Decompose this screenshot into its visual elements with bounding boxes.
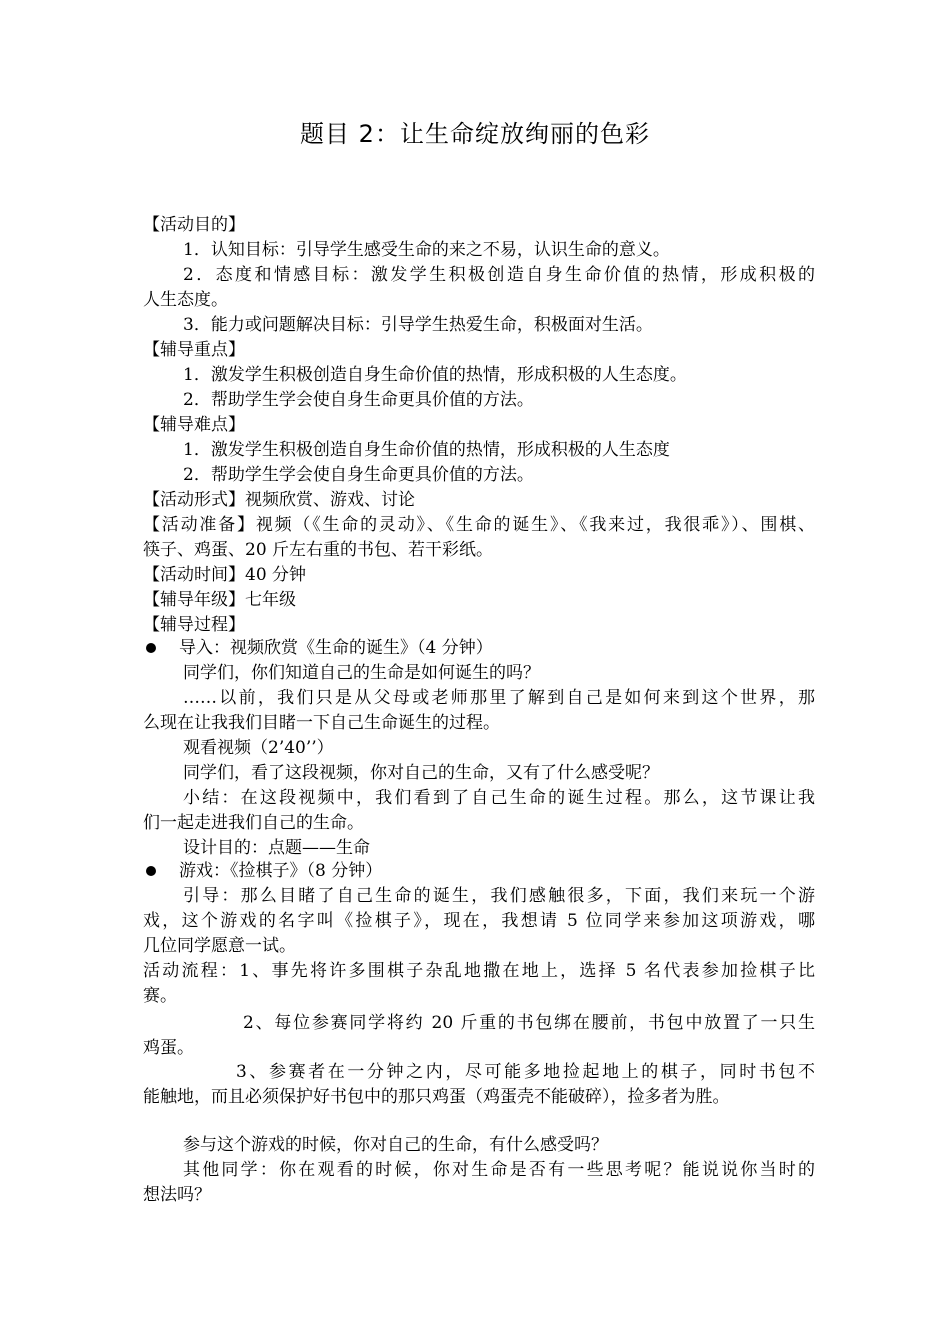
paragraph-line: 鸡蛋。	[143, 1038, 194, 1058]
paragraph-line: 观看视频（2’40’’）	[183, 738, 334, 758]
paragraph-line: 引导：那么目睹了自己生命的诞生，我们感触很多，下面，我们来玩一个游	[183, 886, 815, 906]
paragraph-line: 其他同学：你在观看的时候，你对生命是否有一些思考呢？能说说你当时的	[183, 1160, 815, 1180]
paragraph-line: 1．认知目标：引导学生感受生命的来之不易，认识生命的意义。	[183, 240, 670, 260]
bullet-item-intro: 导入：视频欣赏《生命的诞生》（4 分钟）	[179, 638, 493, 658]
paragraph-line: 2．帮助学生学会使自身生命更具价值的方法。	[183, 390, 534, 410]
paragraph-line: 戏，这个游戏的名字叫《捡棋子》，现在，我想请 5 位同学来参加这项游戏，哪	[143, 911, 815, 931]
bullet-icon	[146, 866, 156, 876]
paragraph-line: 们一起走进我们自己的生命。	[143, 813, 364, 833]
paragraph-line: 2、每位参赛同学将约 20 斤重的书包绑在腰前，书包中放置了一只生	[243, 1013, 815, 1033]
section-heading-objectives: 【活动目的】	[143, 215, 245, 235]
paragraph-line: 同学们，看了这段视频，你对自己的生命，又有了什么感受呢？	[183, 763, 659, 783]
paragraph-line: 3．能力或问题解决目标：引导学生热爱生命，积极面对生活。	[183, 315, 653, 335]
paragraph-line: 人生态度。	[143, 290, 228, 310]
paragraph-line: 想法吗？	[143, 1185, 211, 1205]
section-heading-key-points: 【辅导重点】	[143, 340, 245, 360]
paragraph-line: 同学们，你们知道自己的生命是如何诞生的吗？	[183, 663, 540, 683]
paragraph-line: 能触地，而且必须保护好书包中的那只鸡蛋（鸡蛋壳不能破碎），捡多者为胜。	[143, 1087, 730, 1107]
paragraph-line: 1．激发学生积极创造自身生命价值的热情，形成积极的人生态度	[183, 440, 670, 460]
section-heading-difficulties: 【辅导难点】	[143, 415, 245, 435]
paragraph-line: 几位同学愿意一试。	[143, 936, 296, 956]
paragraph-line: 么现在让我我们目睹一下自己生命诞生的过程。	[143, 713, 500, 733]
bullet-item-game: 游戏：《捡棋子》（8 分钟）	[179, 861, 383, 881]
activity-time-line: 【活动时间】40 分钟	[143, 565, 307, 585]
activity-preparation-line: 【活动准备】视频（《生命的灵动》、《生命的诞生》、《我来过，我很乖》）、围棋、	[143, 515, 815, 535]
paragraph-line: ……以前，我们只是从父母或老师那里了解到自己是如何来到这个世界，那	[183, 688, 815, 708]
paragraph-line: 筷子、鸡蛋、20 斤左右重的书包、若干彩纸。	[143, 540, 494, 560]
paragraph-line: 3、参赛者在一分钟之内，尽可能多地捡起地上的棋子，同时书包不	[236, 1062, 815, 1082]
paragraph-line: 2．态度和情感目标：激发学生积极创造自身生命价值的热情，形成积极的	[183, 265, 815, 285]
paragraph-line: 参与这个游戏的时候，你对自己的生命，有什么感受吗？	[183, 1135, 608, 1155]
section-heading-process: 【辅导过程】	[143, 615, 245, 635]
paragraph-line: 设计目的：点题——生命	[183, 838, 370, 858]
paragraph-line: 活动流程：1、事先将许多围棋子杂乱地撒在地上，选择 5 名代表参加捡棋子比	[143, 961, 815, 981]
grade-line: 【辅导年级】七年级	[143, 590, 296, 610]
paragraph-line: 1．激发学生积极创造自身生命价值的热情，形成积极的人生态度。	[183, 365, 687, 385]
bullet-icon	[146, 643, 156, 653]
document-title: 题目 2：让生命绽放绚丽的色彩	[300, 120, 650, 148]
paragraph-line: 小结：在这段视频中，我们看到了自己生命的诞生过程。那么，这节课让我	[183, 788, 815, 808]
activity-form-line: 【活动形式】视频欣赏、游戏、讨论	[143, 490, 415, 510]
paragraph-line: 赛。	[143, 986, 177, 1006]
paragraph-line: 2．帮助学生学会使自身生命更具价值的方法。	[183, 465, 534, 485]
